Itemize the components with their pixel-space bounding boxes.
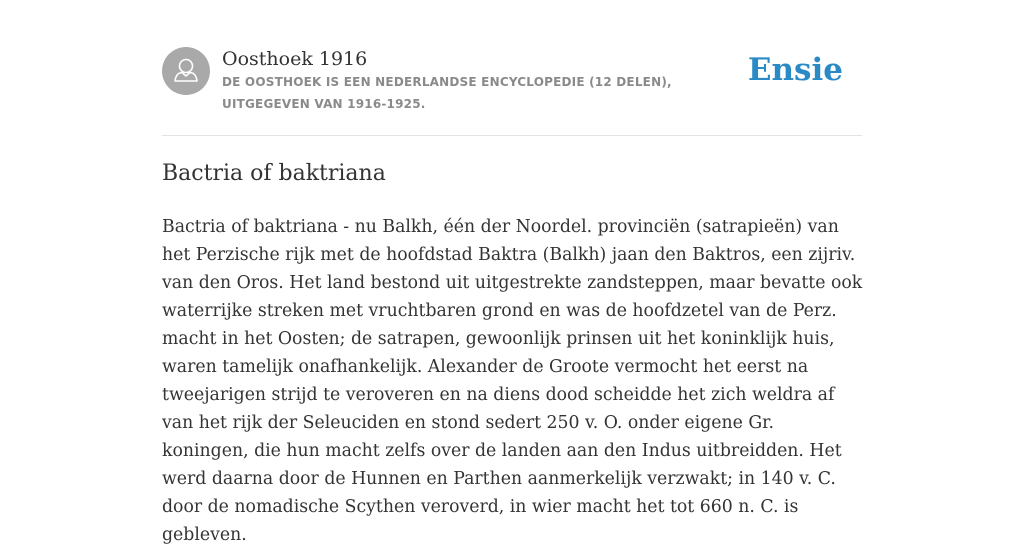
article-title: Bactria of baktriana: [162, 161, 386, 186]
article-body: Bactria of baktriana - nu Balkh, één der Noordel. provinciën (satrapieën) van het Perzische rijk met de hoofdstad Baktra (Balkh) jaan den Baktros, een zijriv. van den Oros. Het land bestond uit uitgestrekte zandsteppen, maar bevatte ook waterrijke streken met vruchtbaren grond en was de hoofdzetel van de Perz. macht in het Oosten; de satrapen, gewoonlijk prinsen uit het koninklijk huis, waren tamelijk onafhankelijk. Alexander de Groote vermocht het eerst na tweejarigen strijd te veroveren en na diens dood scheidde het zich weldra af van het rijk der Seleuciden en stond sedert 250 v. O. onder eigene Gr. koningen, die hun macht zelfs over de landen aan den Indus uitbreidden. Het werd daarna door de Hunnen en Parthen aanmerkelijk verzwakt; in 140 v. C. door de nomadische Scythen veroverd, in wier macht het tot 660 n. C. is gebleven.: [162, 217, 863, 545]
source-title[interactable]: Oosthoek 1916: [222, 48, 368, 70]
source-header: [162, 47, 862, 136]
avatar-icon: [162, 47, 210, 95]
source-description: DE OOSTHOEK IS EEN NEDERLANDSE ENCYCLOPEDIE (12 DELEN), UITGEGEVEN VAN 1916-1925.: [222, 75, 672, 111]
ensie-logo[interactable]: Ensie: [747, 52, 843, 88]
